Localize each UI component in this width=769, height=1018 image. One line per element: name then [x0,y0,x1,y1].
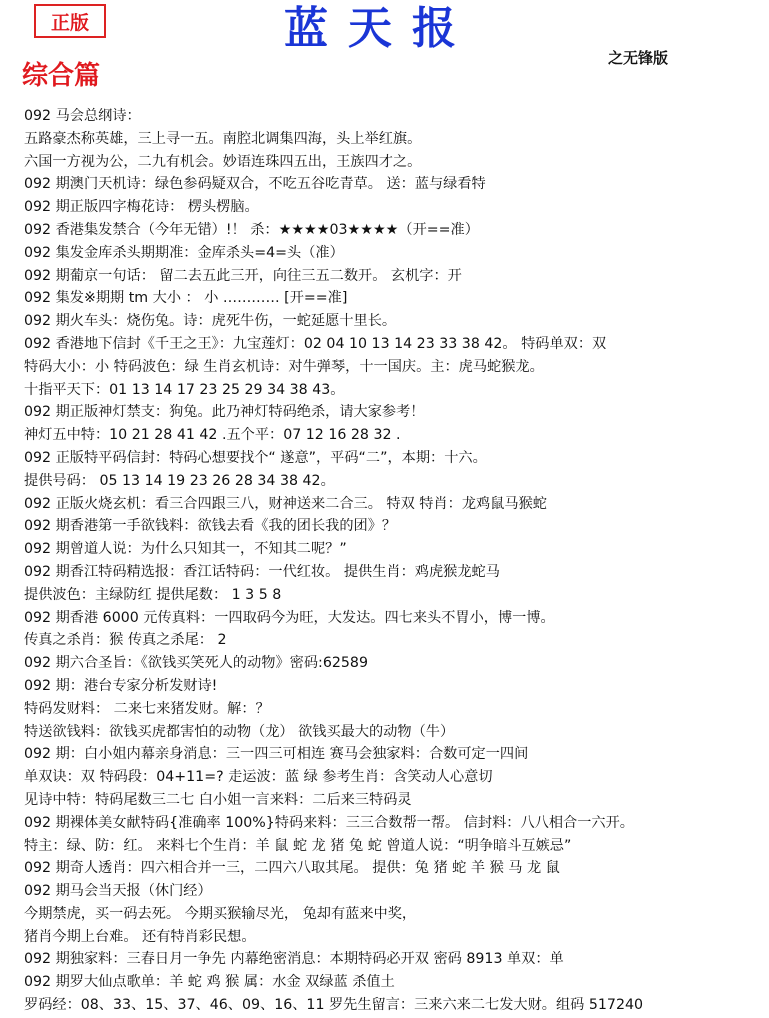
text-line: 六国一方视为公，二九有机会。妙语连珠四五出，王族四才之。 [24,153,422,170]
text-line: 092 期独家料：三春日月一争先 内幕绝密消息：本期特码必开双 密码 8913 单双：单 [24,951,564,968]
genuine-edition-badge: 正版 [34,4,106,38]
text-line: 092 期曾道人说：为什么只知其一，不知其二呢？” [24,541,347,558]
text-line: 特码发财料： 二来七来猪发财。解：？ [24,700,270,717]
text-line: 092 期裸体美女献特码{准确率 100%}特码来料：三三合数帮一帮。 信封料：八八相合一六开。 [24,814,634,831]
text-line: 092 期香港 6000 元传真料：一四取码今为旺，大发达。四七来头不胃小，博一博。 [24,609,555,626]
text-line: 见诗中特：特码尾数三二七 白小姐一言来料：二后来三特码灵 [24,791,412,808]
text-line: 092 期马会当天报（休门经） [24,883,212,900]
text-line: 092 集发金库杀头期期准：金库杀头=4=头（准） [24,244,344,261]
text-line: 罗码经：08、33、15、37、46、09、16、11 罗先生留言：三来六来二七发大财。组码 517240 [24,997,644,1014]
text-line: 特码大小：小 特码波色：绿 生肖玄机诗：对牛弹琴，十一国庆。主：虎马蛇猴龙。 [24,358,544,375]
text-line: 092 期火车头：烧伤兔。诗：虎死牛伤，一蛇延愿十里长。 [24,313,397,330]
text-line: 今期禁虎，买一码去死。 今期买猴输尽光， 兔却有蓝来中奖， [24,905,417,922]
text-line: 092 期正版神灯禁支：狗兔。此乃神灯特码绝杀，请大家参考！ [24,404,425,421]
text-line: 092 期香港第一手欲钱料：欲钱去看《我的团长我的团》？ [24,518,397,535]
text-line: 092 期：港台专家分析发财诗! [24,677,218,694]
text-line: 092 香港集发禁合（今年无错）!！ 杀：★★★★03★★★★（开==准） [24,221,479,238]
text-line: 特主：绿、防：红。 来料七个生肖：羊 鼠 蛇 龙 猪 兔 蛇 曾道人说：“明争暗斗互嫉忌” [24,837,572,854]
text-line: 092 集发※期期 tm 大小 ： 小 ………… [开==准] [24,290,348,307]
text-line: 092 期正版四字梅花诗： 楞头楞脑。 [24,199,259,216]
text-line: 092 正版特平码信封：特码心想要找个“ 遂意”，平码“二”，本期：十六。 [24,449,487,466]
text-line: 092 期罗大仙点歌单：羊 蛇 鸡 猴 属：水金 双绿蓝 杀值土 [24,974,395,991]
text-line: 092 期奇人透肖：四六相合并一三，二四六八取其尾。 提供：兔 猪 蛇 羊 猴 马 龙 鼠 [24,860,560,877]
text-line: 特送欲钱料：欲钱买虎都害怕的动物（龙） 欲钱买最大的动物（牛） [24,723,455,740]
text-line: 092 期：白小姐内幕亲身消息：三一四三可相连 赛马会独家料：合数可定一四间 [24,746,529,763]
text-line: 092 香港地下信封《千王之王》：九宝莲灯：02 04 10 13 14 23 33 38 42。 特码单双：双 [24,335,607,352]
text-line: 092 马会总纲诗： [24,108,141,124]
text-line: 092 期六合圣旨：《欲钱买笑死人的动物》密码:62589 [24,655,368,672]
text-line: 十指平天下：01 13 14 17 23 25 29 34 38 43。 [24,381,345,398]
text-line: 神灯五中特：10 21 28 41 42 .五个平：07 12 16 28 32 . [24,427,401,444]
text-line: 092 期香江特码精选报：香江话特码：一代红妆。 提供生肖：鸡虎猴龙蛇马 [24,563,500,580]
text-line: 单双诀：双 特码段：04+11=? 走运波：蓝 绿 参考生肖：含笑动人心意切 [24,769,493,786]
text-line: 传真之杀肖：猴 传真之杀尾： 2 [24,632,227,649]
newspaper-title: 蓝天报 [284,3,476,54]
text-line: 五路豪杰称英雄，三上寻一五。南腔北调集四海，头上举红旗。 [24,130,422,147]
text-line: 092 期葡京一句话： 留二去五此三开，向往三五二数开。 玄机字：开 [24,267,462,284]
text-line: 提供号码： 05 13 14 19 23 26 28 34 38 42。 [24,472,335,489]
section-heading: 综合篇 [22,61,101,91]
text-line: 092 正版火烧玄机：看三合四跟三八，财神送来二合三。 特双 特肖：龙鸡鼠马猴蛇 [24,495,547,512]
article-body [24,105,764,1017]
text-line: 提供波色：主绿防红 提供尾数： 1 3 5 8 [24,586,282,603]
text-line: 092 期澳门天机诗：绿色参码疑双合，不吃五谷吃青草。 送：蓝与绿看特 [24,176,486,193]
text-line: 猪肖今期上台难。 还有特肖彩民想。 [24,928,256,945]
edition-label: 之无锋版 [608,49,669,67]
